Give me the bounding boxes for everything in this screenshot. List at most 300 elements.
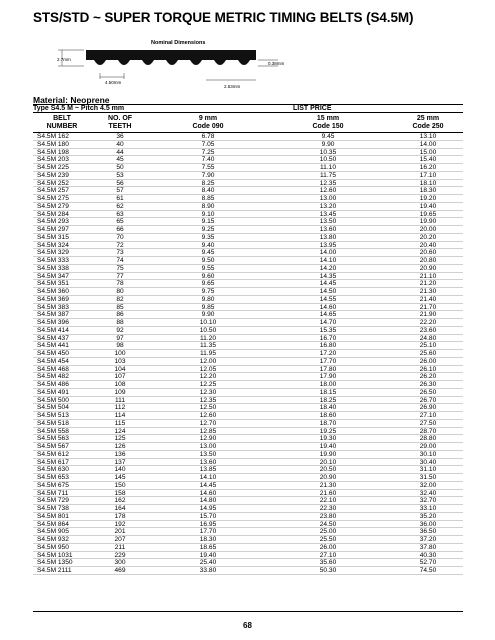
price-9mm: 9.50 — [201, 257, 215, 264]
table-row — [33, 149, 463, 157]
price-15mm: 14.60 — [319, 303, 337, 311]
price-25mm: 26.50 — [419, 388, 437, 396]
price-25mm: 18.10 — [419, 179, 437, 187]
belt-number: S4.5M 1350 — [37, 559, 73, 567]
teeth-count: 109 — [114, 388, 126, 396]
price-15mm: 14.50 — [319, 288, 337, 295]
price-15mm: 17.90 — [319, 373, 337, 381]
belt-number: S4.5M 486 — [37, 381, 69, 388]
price-9mm: 14.95 — [199, 505, 217, 512]
teeth-count: 124 — [114, 427, 126, 435]
price-9mm: 12.50 — [199, 404, 217, 412]
price-9mm: 15.70 — [199, 512, 217, 520]
price-15mm: 12.60 — [319, 187, 337, 195]
table-row — [33, 280, 463, 288]
header-9mm: 9 mm Code 090 — [192, 115, 224, 130]
table-row — [33, 505, 463, 513]
table-row — [33, 172, 463, 180]
table-row — [33, 311, 463, 319]
table-row — [33, 242, 463, 250]
teeth-count: 98 — [116, 342, 124, 350]
price-25mm: 27.50 — [419, 419, 437, 427]
dim-bottom: 2.53mm — [224, 84, 241, 89]
price-9mm: 13.00 — [199, 443, 217, 450]
belt-number: S4.5M 1031 — [37, 551, 73, 559]
price-9mm: 12.85 — [199, 427, 217, 435]
table-row — [33, 342, 463, 350]
price-25mm: 19.65 — [419, 210, 437, 218]
price-9mm: 9.45 — [201, 249, 215, 257]
belt-number: S4.5M 950 — [37, 543, 69, 551]
price-9mm: 14.45 — [199, 481, 217, 489]
price-9mm: 9.40 — [201, 241, 215, 249]
belt-number: S4.5M 162 — [37, 133, 69, 140]
price-25mm: 30.40 — [419, 458, 437, 466]
table-row — [33, 234, 463, 242]
belt-number: S4.5M 225 — [37, 164, 69, 171]
table-row — [33, 350, 463, 358]
belt-number: S4.5M 567 — [37, 443, 69, 450]
belt-number: S4.5M 369 — [37, 295, 69, 303]
dim-left: 2.7mm — [57, 57, 71, 62]
table-row — [33, 296, 463, 304]
belt-number: S4.5M 617 — [37, 458, 69, 466]
belt-number: S4.5M 203 — [37, 156, 69, 164]
price-15mm: 26.00 — [319, 543, 337, 551]
belt-number: S4.5M 275 — [37, 195, 69, 202]
table-row — [33, 164, 463, 172]
price-9mm: 9.10 — [201, 210, 215, 218]
price-25mm: 26.30 — [419, 381, 437, 388]
belt-number: S4.5M 738 — [37, 505, 69, 512]
price-9mm: 8.90 — [201, 202, 215, 210]
price-25mm: 20.20 — [419, 233, 437, 241]
price-25mm: 13.10 — [419, 133, 437, 140]
table-row — [33, 265, 463, 273]
teeth-count: 100 — [114, 350, 126, 357]
teeth-count: 145 — [114, 474, 126, 481]
price-25mm: 26.00 — [419, 357, 437, 365]
price-9mm: 11.35 — [199, 342, 216, 350]
price-25mm: 37.20 — [419, 536, 437, 543]
belt-number: S4.5M 351 — [37, 280, 69, 288]
belt-number: S4.5M 257 — [37, 187, 69, 195]
table-row — [33, 218, 463, 226]
price-9mm: 12.30 — [199, 388, 217, 396]
teeth-count: 104 — [114, 365, 126, 373]
price-9mm: 12.05 — [199, 365, 217, 373]
price-9mm: 9.15 — [201, 218, 215, 226]
price-25mm: 19.90 — [419, 218, 437, 226]
table-row — [33, 304, 463, 312]
price-15mm: 19.30 — [319, 435, 337, 443]
table-row — [33, 552, 463, 560]
price-25mm: 26.20 — [419, 373, 437, 381]
teeth-count: 140 — [114, 466, 126, 474]
table-row — [33, 211, 463, 219]
table-row — [33, 451, 463, 459]
list-price-label: LIST PRICE — [293, 105, 332, 112]
price-15mm: 11.10 — [319, 164, 336, 171]
teeth-count: 158 — [114, 489, 126, 497]
price-25mm: 31.50 — [419, 474, 437, 481]
table-row — [33, 257, 463, 265]
belt-number: S4.5M 293 — [37, 218, 69, 226]
price-9mm: 18.30 — [199, 536, 217, 543]
material-label: Material: Neoprene — [33, 95, 110, 105]
price-9mm: 12.35 — [199, 396, 217, 404]
teeth-count: 137 — [114, 458, 126, 466]
table-row — [33, 366, 463, 374]
teeth-count: 88 — [116, 319, 124, 326]
belt-number: S4.5M 630 — [37, 466, 69, 474]
price-15mm: 27.10 — [319, 551, 337, 559]
belt-number: S4.5M 500 — [37, 396, 69, 404]
price-15mm: 21.30 — [319, 481, 337, 489]
price-15mm: 10.50 — [319, 156, 337, 164]
belt-number: S4.5M 675 — [37, 481, 69, 489]
price-15mm: 22.10 — [319, 497, 337, 505]
teeth-count: 112 — [114, 404, 126, 412]
price-25mm: 33.10 — [419, 505, 437, 512]
price-15mm: 11.75 — [319, 171, 336, 179]
price-9mm: 9.65 — [201, 280, 215, 288]
price-25mm: 35.20 — [419, 512, 437, 520]
table-row — [33, 141, 463, 149]
price-15mm: 13.80 — [319, 233, 337, 241]
table-row — [33, 381, 463, 389]
belt-number: S4.5M 653 — [37, 474, 69, 481]
belt-profile-diagram — [56, 36, 296, 90]
price-25mm: 18.30 — [419, 187, 437, 195]
price-9mm: 7.55 — [201, 164, 215, 171]
belt-number: S4.5M 297 — [37, 226, 69, 233]
price-15mm: 19.25 — [319, 427, 337, 435]
belt-number: S4.5M 2111 — [37, 567, 72, 574]
table-row — [33, 319, 463, 327]
price-9mm: 12.20 — [199, 373, 217, 381]
belt-number: S4.5M 279 — [37, 202, 69, 210]
price-25mm: 21.90 — [419, 311, 437, 319]
price-15mm: 13.00 — [319, 195, 337, 202]
price-25mm: 36.50 — [419, 528, 437, 536]
price-25mm: 32.70 — [419, 497, 437, 505]
teeth-count: 469 — [114, 567, 126, 574]
price-25mm: 15.00 — [419, 148, 437, 156]
price-9mm: 12.60 — [199, 412, 217, 419]
belt-number: S4.5M 518 — [37, 419, 69, 427]
table-row — [33, 544, 463, 552]
price-15mm: 22.30 — [319, 505, 337, 512]
table-row — [33, 273, 463, 281]
price-9mm: 9.90 — [201, 311, 215, 319]
belt-number: S4.5M 315 — [37, 233, 69, 241]
teeth-count: 66 — [116, 226, 124, 233]
price-9mm: 11.95 — [199, 350, 216, 357]
price-table-body — [33, 133, 463, 575]
table-row — [33, 412, 463, 420]
belt-number: S4.5M 396 — [37, 319, 69, 326]
teeth-count: 44 — [116, 148, 124, 156]
price-9mm: 14.60 — [199, 489, 217, 497]
belt-number: S4.5M 454 — [37, 357, 69, 365]
type-row — [33, 104, 463, 113]
belt-number: S4.5M 558 — [37, 427, 69, 435]
table-row — [33, 474, 463, 482]
price-25mm: 25.60 — [419, 350, 437, 357]
teeth-count: 77 — [116, 272, 124, 280]
price-15mm: 25.50 — [319, 536, 337, 543]
teeth-count: 73 — [116, 249, 124, 257]
teeth-count: 63 — [116, 210, 124, 218]
price-15mm: 14.45 — [319, 280, 337, 288]
price-15mm: 13.60 — [319, 226, 337, 233]
price-9mm: 7.90 — [201, 171, 215, 179]
price-15mm: 9.45 — [321, 133, 335, 140]
table-row — [33, 567, 463, 575]
belt-number: S4.5M 252 — [37, 179, 69, 187]
price-25mm: 21.70 — [419, 303, 437, 311]
table-row — [33, 536, 463, 544]
belt-number: S4.5M 729 — [37, 497, 69, 505]
table-row — [33, 420, 463, 428]
price-9mm: 10.50 — [199, 326, 217, 334]
price-15mm: 18.40 — [319, 404, 337, 412]
teeth-count: 85 — [116, 303, 124, 311]
table-row — [33, 288, 463, 296]
table-row — [33, 180, 463, 188]
teeth-count: 61 — [116, 195, 124, 202]
price-9mm: 13.60 — [199, 458, 217, 466]
belt-number: S4.5M 338 — [37, 264, 69, 272]
teeth-count: 40 — [116, 140, 124, 148]
price-25mm: 14.00 — [419, 140, 437, 148]
table-row — [33, 459, 463, 467]
table-row — [33, 226, 463, 234]
teeth-count: 56 — [116, 179, 124, 187]
page-title: STS/STD ~ SUPER TORQUE METRIC TIMING BELTS (S4.5M) — [33, 10, 414, 25]
header-15mm: 15 mm Code 150 — [312, 115, 344, 130]
belt-number: S4.5M 468 — [37, 365, 69, 373]
table-bottom-rule — [33, 611, 463, 612]
price-25mm: 20.40 — [419, 241, 437, 249]
price-25mm: 36.00 — [419, 520, 437, 528]
price-25mm: 31.10 — [419, 466, 437, 474]
belt-number: S4.5M 801 — [37, 512, 69, 520]
price-9mm: 9.35 — [201, 233, 215, 241]
price-25mm: 30.10 — [419, 450, 437, 458]
table-row — [33, 482, 463, 490]
teeth-count: 75 — [116, 264, 124, 272]
price-25mm: 17.10 — [419, 171, 437, 179]
teeth-count: 164 — [114, 505, 126, 512]
table-row — [33, 521, 463, 529]
teeth-count: 97 — [116, 334, 124, 342]
price-25mm: 25.10 — [419, 342, 437, 350]
price-15mm: 20.90 — [319, 474, 337, 481]
belt-number: S4.5M 329 — [37, 249, 69, 257]
table-row — [33, 466, 463, 474]
teeth-count: 70 — [116, 233, 124, 241]
belt-number: S4.5M 198 — [37, 148, 69, 156]
price-9mm: 8.40 — [201, 187, 215, 195]
belt-number: S4.5M 383 — [37, 303, 69, 311]
table-row — [33, 249, 463, 257]
teeth-count: 162 — [114, 497, 126, 505]
price-15mm: 16.70 — [319, 334, 337, 342]
price-15mm: 14.35 — [319, 272, 337, 280]
price-9mm: 7.25 — [201, 148, 215, 156]
table-row — [33, 156, 463, 164]
price-15mm: 21.60 — [319, 489, 337, 497]
belt-number: S4.5M 482 — [37, 373, 69, 381]
price-25mm: 74.50 — [419, 567, 437, 574]
table-row — [33, 497, 463, 505]
price-9mm: 7.40 — [201, 156, 215, 164]
belt-number: S4.5M 333 — [37, 257, 69, 264]
table-row — [33, 195, 463, 203]
header-belt-number: BELT NUMBER — [46, 115, 78, 130]
price-25mm: 15.40 — [419, 156, 437, 164]
teeth-count: 108 — [114, 381, 126, 388]
price-15mm: 13.95 — [319, 241, 337, 249]
price-15mm: 25.00 — [319, 528, 337, 536]
belt-number: S4.5M 450 — [37, 350, 69, 357]
price-15mm: 9.90 — [321, 140, 335, 148]
price-15mm: 18.25 — [319, 396, 337, 404]
teeth-count: 207 — [114, 536, 126, 543]
price-15mm: 14.65 — [319, 311, 337, 319]
price-15mm: 17.70 — [319, 357, 337, 365]
teeth-count: 126 — [114, 443, 126, 450]
price-15mm: 17.20 — [319, 350, 337, 357]
teeth-count: 201 — [114, 528, 126, 536]
table-row — [33, 133, 463, 141]
table-row — [33, 327, 463, 335]
table-row — [33, 335, 463, 343]
price-15mm: 10.35 — [319, 148, 337, 156]
teeth-count: 192 — [114, 520, 126, 528]
price-25mm: 20.60 — [419, 249, 437, 257]
price-25mm: 21.40 — [419, 295, 437, 303]
teeth-count: 229 — [114, 551, 126, 559]
table-row — [33, 490, 463, 498]
price-9mm: 13.85 — [199, 466, 217, 474]
belt-number: S4.5M 513 — [37, 412, 69, 419]
price-15mm: 18.15 — [319, 388, 337, 396]
price-25mm: 19.40 — [419, 202, 437, 210]
price-25mm: 26.10 — [419, 365, 437, 373]
price-25mm: 32.40 — [419, 489, 437, 497]
price-25mm: 20.90 — [419, 264, 437, 272]
dim-pitch: 4.50mm — [105, 80, 122, 85]
price-9mm: 6.78 — [201, 133, 215, 140]
price-15mm: 19.90 — [319, 450, 337, 458]
price-15mm: 35.60 — [319, 559, 337, 567]
price-9mm: 12.25 — [199, 381, 217, 388]
dim-right: 0.38mm — [268, 61, 285, 66]
table-row — [33, 397, 463, 405]
price-9mm: 9.60 — [201, 272, 215, 280]
teeth-count: 53 — [116, 171, 124, 179]
teeth-count: 300 — [114, 559, 126, 567]
price-9mm: 9.25 — [201, 226, 215, 233]
teeth-count: 103 — [114, 357, 126, 365]
price-25mm: 16.20 — [419, 164, 437, 171]
header-teeth: NO. OF TEETH — [107, 115, 133, 130]
teeth-count: 136 — [114, 450, 126, 458]
price-15mm: 14.00 — [319, 249, 337, 257]
price-9mm: 12.70 — [199, 419, 217, 427]
table-row — [33, 404, 463, 412]
table-row — [33, 528, 463, 536]
price-9mm: 9.75 — [201, 288, 215, 295]
price-9mm: 9.55 — [201, 264, 215, 272]
belt-number: S4.5M 387 — [37, 311, 69, 319]
price-15mm: 16.80 — [319, 342, 337, 350]
price-25mm: 26.70 — [419, 396, 437, 404]
table-row — [33, 203, 463, 211]
teeth-count: 50 — [116, 164, 124, 171]
teeth-count: 86 — [116, 311, 124, 319]
price-25mm: 22.20 — [419, 319, 437, 326]
teeth-count: 111 — [114, 396, 126, 404]
price-25mm: 28.70 — [419, 427, 437, 435]
price-15mm: 23.80 — [319, 512, 337, 520]
table-row — [33, 373, 463, 381]
price-15mm: 18.00 — [319, 381, 337, 388]
price-15mm: 13.20 — [319, 202, 337, 210]
price-25mm: 27.10 — [419, 412, 437, 419]
belt-number: S4.5M 504 — [37, 404, 69, 412]
price-9mm: 18.65 — [199, 543, 217, 551]
price-15mm: 12.35 — [319, 179, 337, 187]
price-25mm: 26.90 — [419, 404, 437, 412]
price-9mm: 8.85 — [201, 195, 215, 202]
table-row — [33, 187, 463, 195]
belt-number: S4.5M 239 — [37, 171, 69, 179]
teeth-count: 107 — [114, 373, 126, 381]
price-9mm: 9.80 — [201, 295, 215, 303]
belt-number: S4.5M 864 — [37, 520, 69, 528]
price-15mm: 19.40 — [319, 443, 337, 450]
belt-number: S4.5M 180 — [37, 140, 69, 148]
price-25mm: 21.10 — [419, 272, 437, 280]
price-15mm: 13.50 — [319, 218, 337, 226]
price-9mm: 8.25 — [201, 179, 215, 187]
belt-number: S4.5M 612 — [37, 450, 69, 458]
belt-number: S4.5M 347 — [37, 272, 69, 280]
teeth-count: 72 — [116, 241, 124, 249]
price-15mm: 17.80 — [319, 365, 337, 373]
teeth-count: 62 — [116, 202, 124, 210]
price-15mm: 50.30 — [319, 567, 337, 574]
diagram-heading: Nominal Dimensions — [151, 40, 206, 46]
table-row — [33, 358, 463, 366]
price-25mm: 19.20 — [419, 195, 437, 202]
price-15mm: 18.60 — [319, 412, 337, 419]
teeth-count: 80 — [116, 288, 124, 295]
price-9mm: 19.40 — [199, 551, 217, 559]
price-9mm: 14.80 — [199, 497, 217, 505]
price-9mm: 16.95 — [199, 520, 217, 528]
belt-number: S4.5M 437 — [37, 334, 69, 342]
belt-number: S4.5M 563 — [37, 435, 69, 443]
teeth-count: 74 — [116, 257, 124, 264]
price-25mm: 20.00 — [419, 226, 437, 233]
price-25mm: 24.80 — [419, 334, 437, 342]
page-number: 68 — [243, 621, 252, 630]
